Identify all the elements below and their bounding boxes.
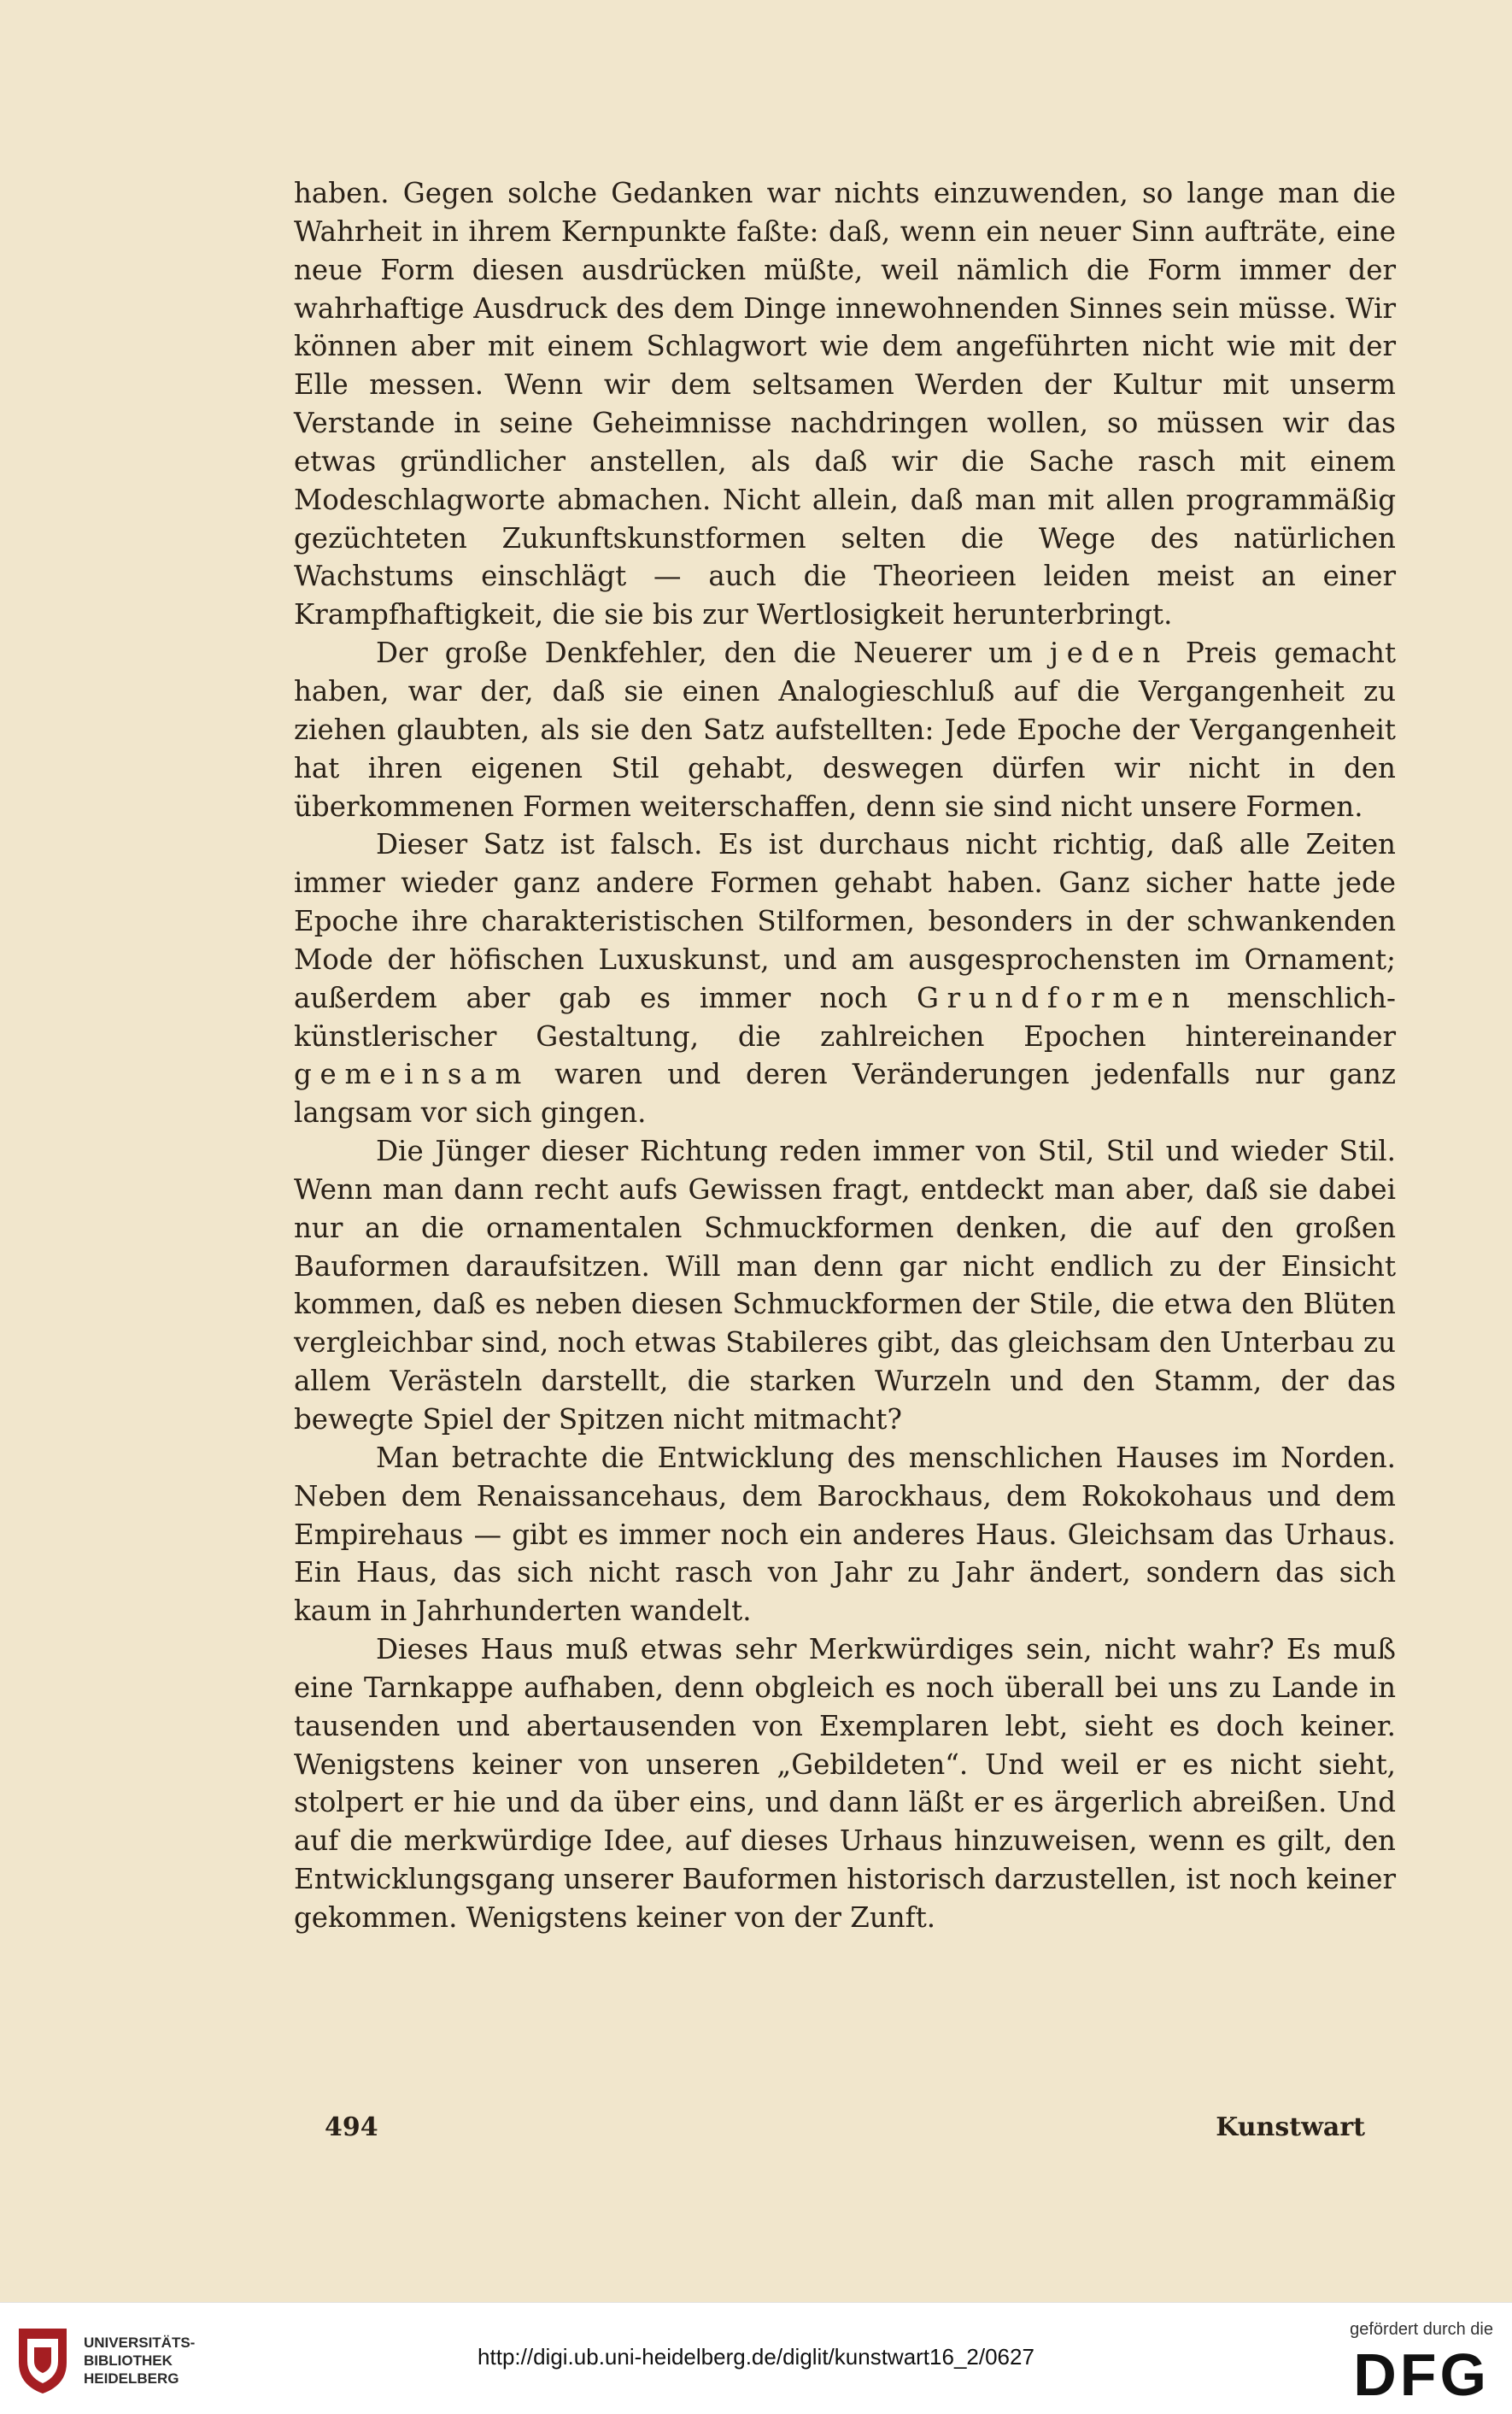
body-paragraph: Man betrachte die Entwicklung des menschlichen Hauses im Norden. Neben dem Renaissancehaus, dem Barockhaus, dem Rokokohaus und dem Empirehaus — gibt es immer noch ein anderes Haus. Gleichsam das Urhaus. Ein Haus, das sich nicht rasch von Jahr zu Jahr ändert, sondern das sich kaum in Jahrhunderten wandelt.	[294, 1441, 1396, 1628]
source-url-link[interactable]: http://digi.ub.uni-heidelberg.de/diglit/kunstwart16_2/0627	[478, 2344, 1034, 2370]
emphasized-word: Grundformen	[916, 981, 1198, 1014]
body-paragraph: haben. Gegen solche Gedanken war nichts einzuwenden, so lange man die Wahrheit in ihrem Kernpunkte faßte: daß, wenn ein neuer Sinn aufträte, eine neue Form diesen ausdrücken müßte, weil nämlich die Form immer der wahrhaftige Ausdruck des dem Dinge innewohnenden Sinnes sein müsse. Wir können aber mit einem Schlagwort wie dem angeführten nicht wie mit der Elle messen. Wenn wir dem seltsamen Werden der Kultur mit unserm Verstande in seine Geheimnisse nachdringen wollen, so müssen wir das etwas gründlicher anstellen, als daß wir die Sache rasch mit einem Modeschlagworte abmachen. Nicht allein, daß man mit allen programmäßig gezüchteten Zukunftskunstformen selten die Wege des natürlichen Wachstums einschlägt — auch die Theorieen leiden meist an einer Krampfhaftigkeit, die sie bis zur Wertlosigkeit herunterbringt.	[294, 177, 1396, 631]
dfg-logo-text: DFG	[1353, 2344, 1490, 2404]
emphasized-word: jeden	[1049, 637, 1169, 670]
page-footer	[294, 2112, 1365, 2155]
journal-name: Kunstwart	[1216, 2112, 1365, 2142]
sponsor-text: gefördert durch die	[1350, 2320, 1493, 2339]
body-paragraph: Dieser Satz ist falsch. Es ist durchaus nicht richtig, daß alle Zeiten immer wieder ganz andere Formen gehabt haben. Ganz sicher hatte jede Epoche ihre charakteristischen Stilformen, besonders in der schwankenden Mode der höfischen Luxuskunst, und am ausgesprochensten im Ornament; außerdem aber gab es immer noch Grundformen menschlich-künstlerischer Gestaltung, die zahlreichen Epochen hintereinander gemeinsam waren und deren Veränderungen jedenfalls nur ganz langsam vor sich gingen.	[294, 828, 1397, 1130]
institution-line: UNIVERSITÄTS-	[84, 2335, 196, 2351]
body-paragraph: Die Jünger dieser Richtung reden immer von Stil, Stil und wieder Stil. Wenn man dann recht aufs Gewissen fragt, entdeckt man aber, daß sie dabei nur an die ornamentalen Schmuckformen denken, die auf den großen Bauformen daraufsitzen. Will man denn gar nicht endlich zu der Einsicht kommen, daß es neben diesen Schmuckformen der Stile, die etwa den Blüten vergleichbar sind, noch etwas Stabileres gibt, das gleichsam den Unterbau zu allem Verästeln darstellt, die starken Wurzeln und den Stamm, der das bewegte Spiel der Spitzen nicht mitmacht?	[294, 1135, 1396, 1436]
page-body-text	[294, 174, 1396, 1937]
dfg-logo	[1322, 2344, 1490, 2404]
viewer-footer-bar	[0, 2302, 1512, 2414]
body-paragraph: Dieses Haus muß etwas sehr Merkwürdiges sein, nicht wahr? Es muß eine Tarnkappe aufhaben, denn obgleich es noch überall bei uns zu Lande in tausenden und abertausenden von Exemplaren lebt, sieht es doch keiner. Wenigstens keiner von unseren „Gebildeten“. Und weil er es nicht sieht, stolpert er hie und da über eins, und dann läßt er es ärgerlich abreißen. Und auf die merkwürdige Idee, auf dieses Urhaus hinzuweisen, wenn es gilt, den Entwicklungsgang unserer Bauformen historisch darzustellen, ist noch keiner gekommen. Wenigstens keiner von der Zunft.	[294, 1633, 1396, 1934]
emphasized-word: gemeinsam	[294, 1058, 530, 1091]
institution-line: BIBLIOTHEK	[84, 2352, 173, 2369]
body-paragraph: Der große Denkfehler, den die Neuerer um jeden Preis gemacht haben, war der, daß sie einen Analogieschluß auf die Vergangenheit zu ziehen glaubten, als sie den Satz aufstellten: Jede Epoche der Vergangenheit hat ihren eigenen Stil gehabt, deswegen dürfen wir nicht in den überkommenen Formen weiterschaffen, denn sie sind nicht unsere Formen.	[294, 637, 1397, 823]
institution-line: HEIDELBERG	[84, 2370, 179, 2387]
page-number: 494	[325, 2112, 378, 2142]
